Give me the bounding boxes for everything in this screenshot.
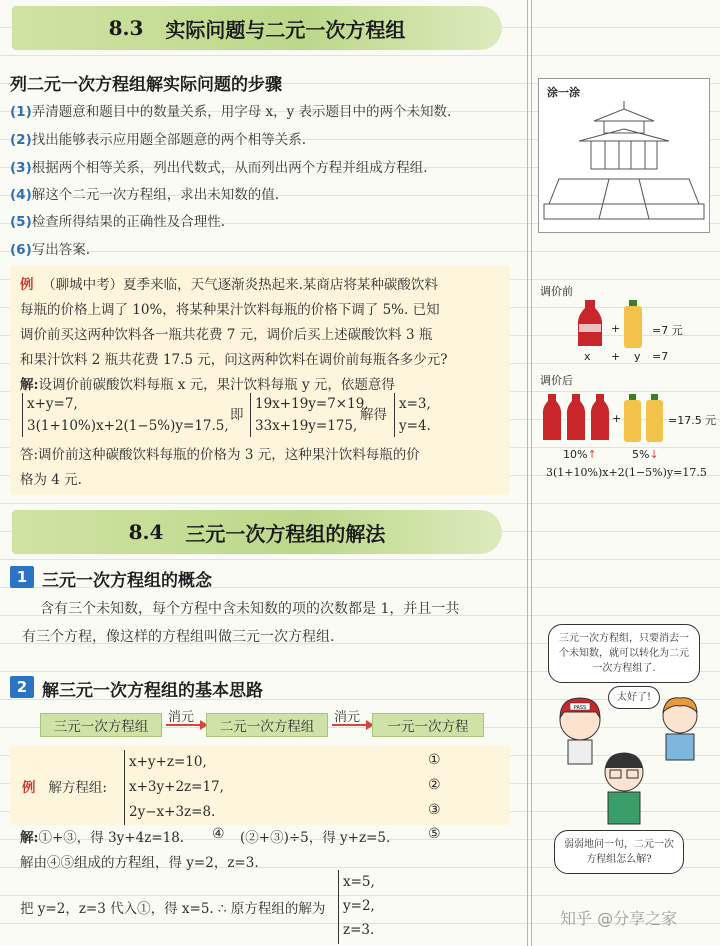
percent-up-value: 10% bbox=[563, 448, 588, 461]
flow-three-var: 三元一次方程组 bbox=[40, 713, 162, 737]
flow-arrow-label-1: 消元 bbox=[168, 710, 195, 725]
speech-bubble-question: 弱弱地问一句，二元一次方程组怎么解? bbox=[554, 830, 684, 874]
equation-2b: 33x+19y=175, bbox=[255, 418, 358, 434]
answer-x: x=5, bbox=[343, 874, 375, 890]
after-label: 调价后 bbox=[540, 374, 573, 387]
example-2-system bbox=[124, 750, 224, 825]
marker-4: ④ bbox=[212, 826, 225, 842]
two-juice-bottles-icon bbox=[622, 394, 666, 442]
step-index: (4) bbox=[10, 187, 32, 203]
before-label: 调价前 bbox=[540, 285, 573, 298]
step-text: 弄清题意和题目中的数量关系，用字母 x，y 表示题目中的两个未知数. bbox=[31, 104, 452, 120]
example-2-solution-2: (②+③)÷5，得 y+z=5. bbox=[240, 830, 391, 846]
example-2-intro bbox=[22, 776, 107, 796]
answer-line-2: 格为 4 元. bbox=[20, 472, 82, 488]
subsection-2-number: 2 bbox=[10, 676, 34, 698]
step-6 bbox=[10, 238, 90, 258]
step-index: (3) bbox=[10, 160, 32, 176]
notebook-margin-line bbox=[527, 0, 528, 946]
step-text: 解这个二元一次方程组，求出未知数的值. bbox=[31, 187, 280, 203]
example-1-solution bbox=[20, 373, 395, 393]
example-2-eq-1: x+y+z=10, bbox=[129, 754, 207, 770]
step-text: 写出答案. bbox=[31, 242, 91, 258]
example-2-solution-4: 把 y=2，z=3 代入①，得 x=5. ∴ 原方程组的解为 bbox=[20, 901, 326, 917]
section-number: 8.4 bbox=[128, 520, 164, 544]
step-1 bbox=[10, 100, 451, 120]
example-tag: 例 bbox=[20, 277, 34, 293]
flow-arrow-label-2: 消元 bbox=[334, 710, 361, 725]
example-1-text-1: （聊城中考）夏季来临，天气逐渐炎热起来.某商店将某种碳酸饮料 bbox=[42, 277, 438, 293]
flow-two-var: 二元一次方程组 bbox=[206, 713, 328, 737]
answer-z: z=3. bbox=[343, 922, 375, 938]
section-title: 实际问题与二元一次方程组 bbox=[165, 17, 406, 42]
step-index: (5) bbox=[10, 214, 32, 230]
price-formula: 3(1+10%)x+2(1−5%)y=17.5 bbox=[546, 466, 707, 479]
solution-label: 解: bbox=[20, 377, 39, 393]
equation-system-3 bbox=[394, 393, 431, 437]
plus-sign-3: + bbox=[612, 412, 622, 425]
coloring-label: 涂一涂 bbox=[547, 86, 580, 99]
coloring-box bbox=[538, 78, 710, 233]
example-1-box bbox=[10, 265, 510, 495]
step-2 bbox=[10, 128, 306, 148]
plus-sign-2: + bbox=[611, 350, 621, 363]
solution-1-text: ①+③，得 3y+4z=18. bbox=[38, 830, 185, 846]
x-label: x bbox=[584, 350, 591, 363]
step-text: 检查所得结果的正确性及合理性. bbox=[31, 214, 226, 230]
equation-3a: x=3, bbox=[399, 396, 431, 412]
marker-5: ⑤ bbox=[428, 826, 441, 842]
concept-line-2: 有三个方程，像这样的方程组叫做三元一次方程组. bbox=[22, 629, 335, 645]
marker-1: ① bbox=[428, 752, 441, 768]
step-index: (6) bbox=[10, 242, 32, 258]
steps-heading: 列二元一次方程组解实际问题的步骤 bbox=[10, 75, 282, 95]
example-1-line-3: 调价前买这两种饮料各一瓶共花费 7 元，调价后买上述碳酸饮料 3 瓶 bbox=[20, 327, 433, 343]
subsection-2-title: 解三元一次方程组的基本思路 bbox=[42, 681, 263, 701]
step-text: 根据两个相等关系，列出代数式，从而列出两个方程并组成方程组. bbox=[31, 160, 428, 176]
boy-cartoon-icon bbox=[652, 694, 708, 764]
step-text: 找出能够表示应用题全部题意的两个相等关系. bbox=[31, 132, 307, 148]
jiede-word: 解得 bbox=[360, 407, 387, 423]
flow-one-var: 一元一次方程 bbox=[372, 713, 484, 737]
solution-text: 设调价前碳酸饮料每瓶 x 元，果汁饮料每瓶 y 元，依题意得 bbox=[38, 377, 395, 393]
step-index: (1) bbox=[10, 104, 32, 120]
equation-3b: y=4. bbox=[399, 418, 431, 434]
example-tag: 例 bbox=[22, 780, 36, 796]
answer-line-1: 答:调价前这种碳酸饮料每瓶的价格为 3 元，这种果汁饮料每瓶的价 bbox=[20, 447, 420, 463]
marker-2: ② bbox=[428, 777, 441, 793]
example-1-line-1 bbox=[20, 273, 438, 293]
step-3 bbox=[10, 156, 428, 176]
subsection-1-title: 三元一次方程组的概念 bbox=[42, 571, 212, 591]
equals-seven-yuan: =7 元 bbox=[652, 324, 683, 337]
subsection-1-number: 1 bbox=[10, 566, 34, 588]
section-number: 8.3 bbox=[108, 16, 144, 40]
example-2-eq-2: x+3y+2z=17, bbox=[129, 779, 224, 795]
equation-2a: 19x+19y=7×19, bbox=[255, 396, 369, 412]
watermark: 知乎 @分享之家 bbox=[560, 909, 678, 928]
equation-system-2 bbox=[250, 393, 369, 437]
section-title: 三元一次方程组的解法 bbox=[185, 521, 386, 546]
notebook-margin-line-2 bbox=[531, 0, 532, 946]
percent-down-value: 5% bbox=[632, 448, 650, 461]
section-8-3-banner bbox=[12, 6, 502, 50]
section-8-4-banner bbox=[12, 510, 502, 554]
y-label: y bbox=[634, 350, 641, 363]
concept-line-1: 含有三个未知数，每个方程中含未知数的项的次数都是 1，并且一共 bbox=[40, 601, 460, 617]
example-2-solution-1 bbox=[20, 826, 184, 846]
example-1-line-4: 和果汁饮料 2 瓶共花费 17.5 元，问这两种饮料在调价前每瓶各多少元? bbox=[20, 352, 448, 368]
equation-1b: 3(1+10%)x+2(1−5%)y=17.5, bbox=[27, 418, 229, 434]
percent-up bbox=[563, 448, 597, 461]
soda-bottle-icon bbox=[575, 298, 605, 348]
speech-bubble-tip: 三元一次方程组，只要消去一个未知数，就可以转化为二元一次方程组了. bbox=[548, 624, 700, 683]
example-2-solution-3: 解由④⑤组成的方程组，得 y=2，z=3. bbox=[20, 855, 259, 871]
juice-bottle-icon bbox=[622, 300, 644, 348]
example-2-intro-text: 解方程组: bbox=[48, 780, 107, 796]
step-4 bbox=[10, 183, 279, 203]
step-index: (2) bbox=[10, 132, 32, 148]
plus-sign-1: + bbox=[611, 322, 621, 335]
equals-seven: =7 bbox=[652, 350, 669, 363]
arrow-up-icon: ↑ bbox=[587, 448, 597, 461]
equals-seventeen-five: =17.5 元 bbox=[668, 414, 717, 427]
speech-bubble-great: 太好了! bbox=[608, 686, 660, 709]
equation-system-1 bbox=[22, 393, 229, 437]
percent-down bbox=[632, 448, 659, 461]
example-2-answer bbox=[338, 870, 375, 944]
solution-label: 解: bbox=[20, 830, 39, 846]
arrow-down-icon: ↓ bbox=[649, 448, 659, 461]
temple-drawing-icon bbox=[539, 79, 709, 232]
example-1-line-2: 每瓶的价格上调了 10%，将某种果汁饮料每瓶的价格下调了 5%. 已知 bbox=[20, 302, 440, 318]
step-5 bbox=[10, 210, 225, 230]
equation-1a: x+y=7, bbox=[27, 396, 78, 412]
glasses-boy-cartoon-icon bbox=[594, 748, 654, 828]
answer-y: y=2, bbox=[343, 898, 375, 914]
example-2-eq-3: 2y−x+3z=8. bbox=[129, 804, 216, 820]
pass-badge: PASS bbox=[573, 705, 587, 711]
ji-word: 即 bbox=[230, 407, 244, 423]
marker-3: ③ bbox=[428, 802, 441, 818]
three-soda-bottles-icon bbox=[540, 392, 610, 442]
